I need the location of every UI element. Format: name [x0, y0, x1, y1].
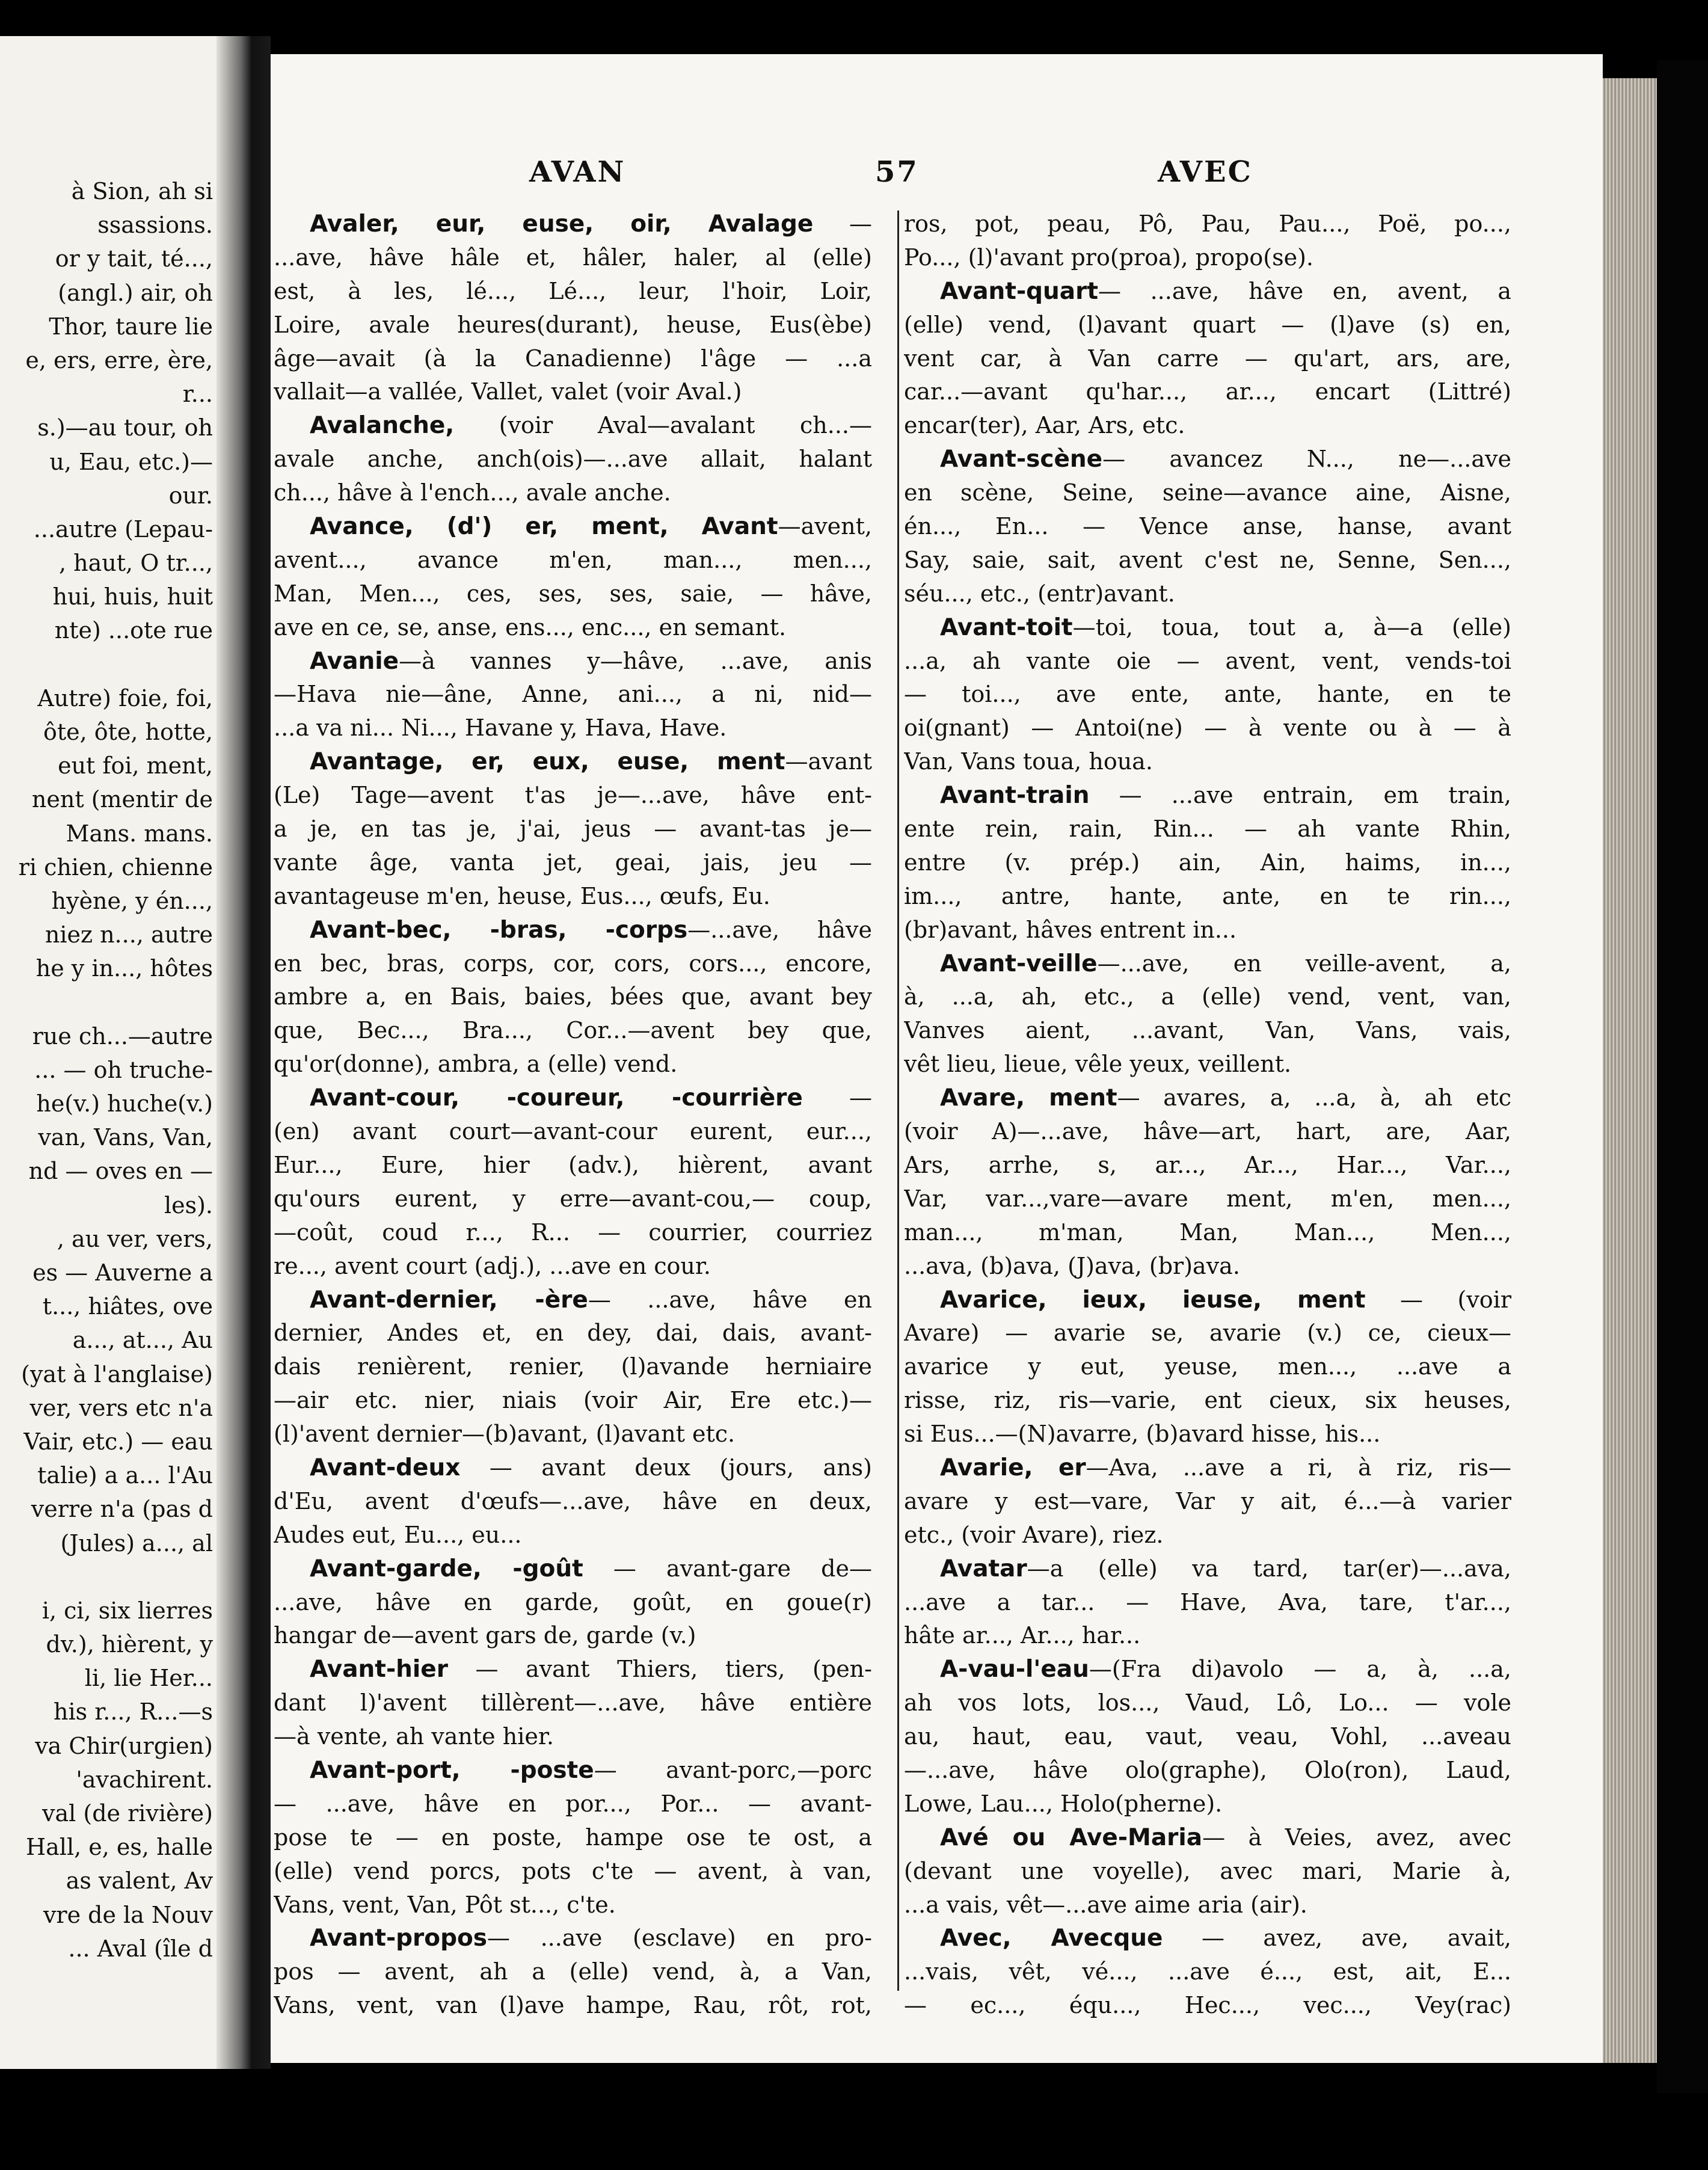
text-line: —air etc. nier, niais (voir Air, Ere etc.)—: [274, 1387, 872, 1414]
headword: Avant-port, -poste: [310, 1756, 594, 1784]
text-line: avarice y eut, yeuse, men..., ...ave a: [904, 1353, 1511, 1380]
entry-headword-line: [274, 510, 872, 544]
text-line: âge—avait (à la Canadienne) l'âge — ...a: [274, 345, 872, 372]
fragment-line: ri chien, chienne: [18, 853, 213, 881]
text-line: (en) avant court—avant-cour eurent, eur...,: [274, 1118, 872, 1145]
entry-headword-line: [904, 947, 1511, 981]
entry-headword-line: [274, 645, 872, 678]
text-line: Ars, arrhe, s, ar..., Ar..., Har..., Var...,: [904, 1151, 1511, 1178]
fragment-line: hui, huis, huit: [52, 583, 213, 610]
headword: Avatar: [940, 1555, 1027, 1582]
book-gutter: [217, 36, 271, 2069]
running-head-right: AVEC: [1158, 155, 1253, 189]
text-line: ...ave, hâve hâle et, hâler, haler, al (elle): [274, 244, 872, 271]
entry-headword-line: [274, 1451, 872, 1485]
text-line: au, haut, eau, vaut, veau, Vohl, ...aveau: [904, 1723, 1511, 1750]
text-line: hangar de—avent gars de, garde (v.): [274, 1622, 696, 1649]
entry-text: — avant deux (jours, ans): [460, 1454, 872, 1481]
entry-text: —...ave, en veille-avent, a,: [1097, 950, 1511, 977]
entry-text: — ...ave, hâve en, avent, a: [1098, 277, 1511, 304]
headword: Avant-quart: [940, 277, 1099, 305]
fragment-line: les).: [164, 1191, 213, 1219]
text-line: dernier, Andes et, en dey, dai, dais, avant-: [274, 1320, 872, 1347]
fragment-line: (yat à l'anglaise): [21, 1360, 213, 1388]
text-line: pose te — en poste, hampe ose te ost, a: [274, 1824, 872, 1851]
text-line: vent car, à Van carre — qu'art, ars, are,: [904, 345, 1511, 372]
previous-page-text-fragment: [0, 174, 217, 2069]
entry-text: —Ava, ...ave a ri, à riz, ris—: [1086, 1454, 1511, 1481]
text-line: Vans, vent, Van, Pôt st..., c'te.: [274, 1891, 616, 1918]
fragment-line: ... Aval (île d: [68, 1935, 213, 1962]
text-line: (devant une voyelle), avec mari, Marie à,: [904, 1857, 1511, 1884]
fragment-line: Hall, e, es, halle: [26, 1834, 213, 1861]
headword: Avant-propos: [310, 1925, 487, 1952]
fragment-line: as valent, Av: [66, 1867, 213, 1895]
headword: Avant-dernier, -ère: [310, 1286, 588, 1314]
text-line: Avare) — avarie se, avarie (v.) ce, cieux—: [904, 1320, 1511, 1347]
text-line: vallait—a vallée, Vallet, valet (voir Aval.): [274, 378, 742, 405]
entry-headword-line: [274, 1922, 872, 1955]
entry-text: — avant-porc,—porc: [594, 1756, 872, 1783]
entry-headword-line: [904, 443, 1511, 476]
fragment-line: ... — oh truche-: [34, 1056, 213, 1083]
fragment-line: vre de la Nouv: [43, 1901, 213, 1928]
fragment-line: hyène, y én...,: [51, 887, 213, 914]
entry-text: —(Fra di)avolo — a, à, ...a,: [1089, 1656, 1511, 1683]
headword: Avant-hier: [310, 1656, 448, 1683]
text-line: ...ave a tar... — Have, Ava, tare, t'ar...,: [904, 1588, 1511, 1615]
fragment-line: talie) a a... l'Au: [37, 1462, 213, 1489]
fragment-line: [0, 648, 217, 681]
text-line: entre (v. prép.) ain, Ain, haims, in...,: [904, 849, 1511, 876]
text-line: —coût, coud r..., R... — courrier, courriez: [274, 1219, 872, 1246]
text-line: re..., avent court (adj.), ...ave en cour.: [274, 1252, 711, 1279]
entry-text: —à vannes y—hâve, ...ave, anis: [399, 647, 872, 674]
fragment-line: [0, 1560, 217, 1594]
text-line: —à vente, ah vante hier.: [274, 1723, 554, 1750]
entry-headword-line: [274, 1754, 872, 1787]
entry-headword-line: [904, 1283, 1511, 1317]
entry-headword-line: [904, 1821, 1511, 1855]
fragment-line: Autre) foie, foi,: [37, 684, 213, 712]
text-line: ente rein, rain, Rin... — ah vante Rhin,: [904, 816, 1511, 843]
text-line: qu'ours eurent, y erre—avant-cou,— coup,: [274, 1185, 872, 1212]
fragment-line: 'avachirent.: [76, 1766, 213, 1793]
entry-text: — ...ave (esclave) en pro-: [487, 1925, 872, 1952]
text-line: en bec, bras, corps, cor, cors, cors..., encore,: [274, 950, 872, 977]
right-column: [904, 207, 1511, 2023]
entry-text: —a (elle) va tard, tar(er)—...ava,: [1027, 1555, 1511, 1582]
fragment-line: nte) ...ote rue: [54, 617, 213, 644]
page-number: 57: [875, 155, 919, 189]
entry-headword-line: [904, 779, 1511, 813]
entry-headword-line: [274, 914, 872, 947]
scan-background: [1657, 60, 1708, 2093]
text-line: ros, pot, peau, Pô, Pau, Pau..., Poë, po...,: [904, 211, 1511, 237]
headword: Avec, Avecque: [940, 1925, 1163, 1952]
fragment-line: val (de rivière): [42, 1800, 213, 1827]
entry-headword-line: [904, 1081, 1511, 1115]
text-line: dais renièrent, renier, (l)avande herniaire: [274, 1353, 872, 1380]
fragment-line: Vair, etc.) — eau: [23, 1428, 213, 1455]
fragment-line: ver, vers etc n'a: [29, 1394, 213, 1421]
fragment-line: van, Vans, Van,: [38, 1124, 213, 1151]
fragment-line: Mans. mans.: [66, 820, 213, 847]
entry-text: —: [813, 211, 872, 237]
fragment-line: (Jules) a..., al: [60, 1529, 213, 1557]
headword: Avant-scène: [940, 446, 1103, 473]
text-line: Lowe, Lau..., Holo(pherne).: [904, 1790, 1223, 1817]
entry-text: —...ave, hâve: [687, 916, 872, 943]
text-line: encar(ter), Aar, Ars, etc.: [904, 412, 1185, 439]
text-line: d'Eu, avent d'œufs—...ave, hâve en deux,: [274, 1487, 872, 1514]
entry-text: — avant Thiers, tiers, (pen-: [447, 1656, 872, 1683]
entry-headword-line: [904, 1552, 1511, 1586]
fragment-line: s.)—au tour, oh: [37, 414, 213, 441]
entry-text: —avant: [785, 748, 872, 775]
text-line: Var, var...,vare—avare ment, m'en, men...,: [904, 1185, 1511, 1212]
text-line: —Hava nie—âne, Anne, ani..., a ni, nid—: [274, 681, 872, 708]
fragment-line: niez n..., autre: [45, 921, 213, 948]
text-line: (br)avant, hâves entrent in...: [904, 916, 1237, 943]
left-column: [274, 207, 872, 2023]
text-line: que, Bec..., Bra..., Cor...—avent bey que,: [274, 1017, 872, 1044]
fragment-line: li, lie Her...: [84, 1665, 213, 1692]
text-line: ch..., hâve à l'ench..., avale anche.: [274, 479, 671, 506]
entry-headword-line: [274, 1283, 872, 1317]
headword: Avant-deux: [310, 1454, 461, 1481]
fragment-line: (angl.) air, oh: [58, 279, 213, 306]
entry-text: —avent,: [778, 513, 872, 540]
headword: Avant-cour, -coureur, -courrière: [310, 1084, 803, 1112]
entry-text: — ...ave, hâve en: [588, 1286, 872, 1313]
entry-text: — avant-gare de—: [583, 1555, 872, 1582]
entry-headword-line: [274, 207, 872, 241]
text-line: si Eus...—(N)avarre, (b)avard hisse, his...: [904, 1421, 1381, 1448]
headword: Avalanche,: [310, 412, 455, 440]
entry-text: — ...ave entrain, em train,: [1089, 782, 1511, 809]
headword: Avarie, er: [940, 1454, 1086, 1481]
headword: Avé ou Ave-Maria: [940, 1824, 1203, 1851]
text-line: oi(gnant) — Antoi(ne) — à vente ou à — à: [904, 715, 1511, 742]
fragment-line: , haut, O tr...,: [59, 550, 213, 577]
fragment-line: va Chir(urgien): [35, 1732, 213, 1759]
fragment-line: ...autre (Lepau-: [33, 515, 213, 542]
entry-headword-line: [904, 275, 1511, 309]
fragment-line: [0, 986, 217, 1019]
fragment-line: e, ers, erre, ère,: [25, 346, 213, 373]
text-line: à, ...a, ah, etc., a (elle) vend, vent, van,: [904, 983, 1511, 1010]
text-line: im..., antre, hante, ante, en te rin...,: [904, 882, 1511, 909]
headword: Avance, (d') er, ment, Avant: [310, 513, 778, 541]
entry-headword-line: [274, 745, 872, 779]
text-line: Man, Men..., ces, ses, ses, saie, — hâve,: [274, 580, 872, 607]
text-line: (voir A)—...ave, hâve—art, hart, are, Aar,: [904, 1118, 1511, 1145]
text-line: etc., (voir Avare), riez.: [904, 1521, 1164, 1548]
text-line: Say, saie, sait, avent c'est ne, Senne, Sen...,: [904, 546, 1511, 573]
fragment-line: or y tait, té...,: [55, 245, 213, 272]
text-line: (elle) vend porcs, pots c'te — avent, à van,: [274, 1857, 872, 1884]
text-line: dant l)'avent tillèrent—...ave, hâve entière: [274, 1689, 872, 1717]
entry-text: (voir Aval—avalant ch...—: [454, 412, 872, 439]
fragment-line: u, Eau, etc.)—: [49, 448, 213, 475]
text-line: vêt lieu, lieue, vêle yeux, veillent.: [904, 1051, 1292, 1078]
text-line: ambre a, en Bais, baies, bées que, avant bey: [274, 983, 872, 1010]
entry-text: —: [802, 1084, 872, 1111]
text-line: Loire, avale heures(durant), heuse, Eus(èbe): [274, 311, 872, 338]
entry-headword-line: [904, 1922, 1511, 1955]
text-line: est, à les, lé..., Lé..., leur, l'hoir, Loir,: [274, 277, 872, 304]
text-line: Vanves aient, ...avant, Van, Vans, vais,: [904, 1017, 1511, 1044]
text-line: — ec..., équ..., Hec..., vec..., Vey(rac): [904, 1992, 1511, 2019]
fragment-line: Thor, taure lie: [49, 313, 213, 340]
fragment-line: t..., hiâtes, ove: [42, 1293, 213, 1320]
text-line: (Le) Tage—avent t'as je—...ave, hâve ent-: [274, 782, 872, 809]
text-line: én..., En... — Vence anse, hanse, avant: [904, 513, 1511, 540]
text-line: (l)'avent dernier—(b)avant, (l)avant etc.: [274, 1421, 736, 1448]
headword: Avarice, ieux, ieuse, ment: [940, 1286, 1366, 1314]
text-line: risse, riz, ris—varie, ent cieux, six heuses,: [904, 1387, 1511, 1414]
text-line: — ...ave, hâve en por..., Por... — avant-: [274, 1790, 872, 1817]
headword: A-vau-l'eau: [940, 1656, 1089, 1683]
entry-headword-line: [274, 409, 872, 443]
fragment-line: i, ci, six lierres: [41, 1597, 213, 1624]
fragment-line: a..., at..., Au: [72, 1327, 213, 1354]
text-line: ...ave, hâve en garde, goût, en goue(r): [274, 1588, 872, 1615]
text-line: (elle) vend, (l)avant quart — (l)ave (s) en,: [904, 311, 1511, 338]
text-line: ave en ce, se, anse, ens..., enc..., en semant.: [274, 613, 787, 641]
fragment-line: he(v.) huche(v.): [36, 1090, 213, 1117]
entry-text: — avancez N..., ne—...ave: [1102, 446, 1511, 473]
text-line: Audes eut, Eu..., eu...: [274, 1521, 522, 1548]
entry-text: — avares, a, ...a, à, ah etc: [1117, 1084, 1511, 1111]
fragment-line: dv.), hièrent, y: [46, 1631, 213, 1658]
entry-headword-line: [274, 1653, 872, 1686]
text-line: pos — avent, ah a (elle) vend, à, a Van,: [274, 1958, 872, 1985]
fragment-line: r...: [182, 381, 213, 408]
text-line: man..., m'man, Man, Man..., Men...,: [904, 1219, 1511, 1246]
text-line: a je, en tas je, j'ai, jeus — avant-tas je—: [274, 816, 872, 843]
entry-text: —toi, toua, tout a, à—a (elle): [1072, 613, 1511, 641]
fragment-line: ôte, ôte, hotte,: [43, 719, 213, 745]
text-line: Po..., (l)'avant pro(proa), propo(se).: [904, 244, 1313, 271]
headword: Avant-veille: [940, 950, 1098, 977]
running-head-left: AVAN: [529, 155, 626, 189]
fragment-line: our.: [168, 482, 213, 509]
page-edges: [1603, 78, 1657, 2063]
fragment-line: rue ch...—autre: [32, 1022, 213, 1050]
entry-headword-line: [904, 611, 1511, 645]
text-line: vante âge, vanta jet, geai, jais, jeu —: [274, 849, 872, 876]
entry-headword-line: [904, 1451, 1511, 1485]
fragment-line: ssassions.: [97, 212, 213, 239]
text-line: — toi..., ave ente, ante, hante, en te: [904, 681, 1511, 708]
fragment-line: nd — oves en —: [28, 1158, 213, 1185]
text-line: qu'or(donne), ambra, a (elle) vend.: [274, 1051, 678, 1078]
fragment-line: à Sion, ah si: [71, 178, 213, 204]
entry-headword-line: [904, 1653, 1511, 1686]
text-line: ah vos lots, los..., Vaud, Lô, Lo... — vole: [904, 1689, 1511, 1717]
headword: Avant-toit: [940, 613, 1073, 641]
entry-headword-line: [274, 1081, 872, 1115]
fragment-line: his r..., R...—s: [54, 1698, 213, 1726]
text-line: en scène, Seine, seine—avance aine, Aisne,: [904, 479, 1511, 506]
headword: Avant-garde, -goût: [310, 1555, 583, 1582]
fragment-line: nent (mentir de: [31, 786, 213, 813]
text-line: ...a, ah vante oie — avent, vent, vends-toi: [904, 647, 1511, 674]
entry-headword-line: [274, 1552, 872, 1586]
text-line: avantageuse m'en, heuse, Eus..., œufs, Eu.: [274, 882, 770, 909]
column-rule: [897, 211, 899, 1991]
headword: Avant-bec, -bras, -corps: [310, 916, 688, 944]
text-line: avare y est—vare, Var y ait, é...—à varier: [904, 1487, 1511, 1514]
text-line: Van, Vans toua, houa.: [904, 748, 1153, 775]
text-line: ...vais, vêt, vé..., ...ave é..., est, ait, E...: [904, 1958, 1511, 1985]
fragment-line: eut foi, ment,: [58, 752, 213, 779]
text-line: Eur..., Eure, hier (adv.), hièrent, avant: [274, 1151, 872, 1178]
headword: Avant-train: [940, 782, 1090, 810]
fragment-line: es — Auverne a: [32, 1259, 213, 1286]
headword: Avanie: [310, 647, 399, 675]
text-line: ...a va ni... Ni..., Havane y, Hava, Have.: [274, 715, 727, 742]
entry-text: — avez, ave, avait,: [1163, 1925, 1511, 1952]
text-line: —...ave, hâve olo(graphe), Olo(ron), Laud,: [904, 1756, 1511, 1783]
headword: Avaler, eur, euse, oir, Avalage: [310, 211, 814, 238]
text-line: car...—avant qu'har..., ar..., encart (Littré): [904, 378, 1511, 405]
text-line: avale anche, anch(ois)—...ave allait, halant: [274, 446, 872, 473]
headword: Avantage, er, eux, euse, ment: [310, 748, 785, 776]
text-line: Vans, vent, van (l)ave hampe, Rau, rôt, rot,: [274, 1992, 872, 2019]
fragment-line: he y in..., hôtes: [35, 955, 213, 982]
fragment-line: , au ver, vers,: [57, 1225, 213, 1252]
fragment-line: verre n'a (pas d: [31, 1496, 213, 1523]
text-line: séu..., etc., (entr)avant.: [904, 580, 1175, 607]
text-line: hâte ar..., Ar..., har...: [904, 1622, 1141, 1649]
text-line: avent..., avance m'en, man..., men...,: [274, 546, 872, 573]
entry-text: — à Veies, avez, avec: [1202, 1824, 1511, 1851]
text-line: ...ava, (b)ava, (J)ava, (br)ava.: [904, 1252, 1240, 1279]
entry-text: — (voir: [1365, 1286, 1511, 1313]
headword: Avare, ment: [940, 1084, 1117, 1112]
text-line: ...a vais, vêt—...ave aime aria (air).: [904, 1891, 1307, 1918]
